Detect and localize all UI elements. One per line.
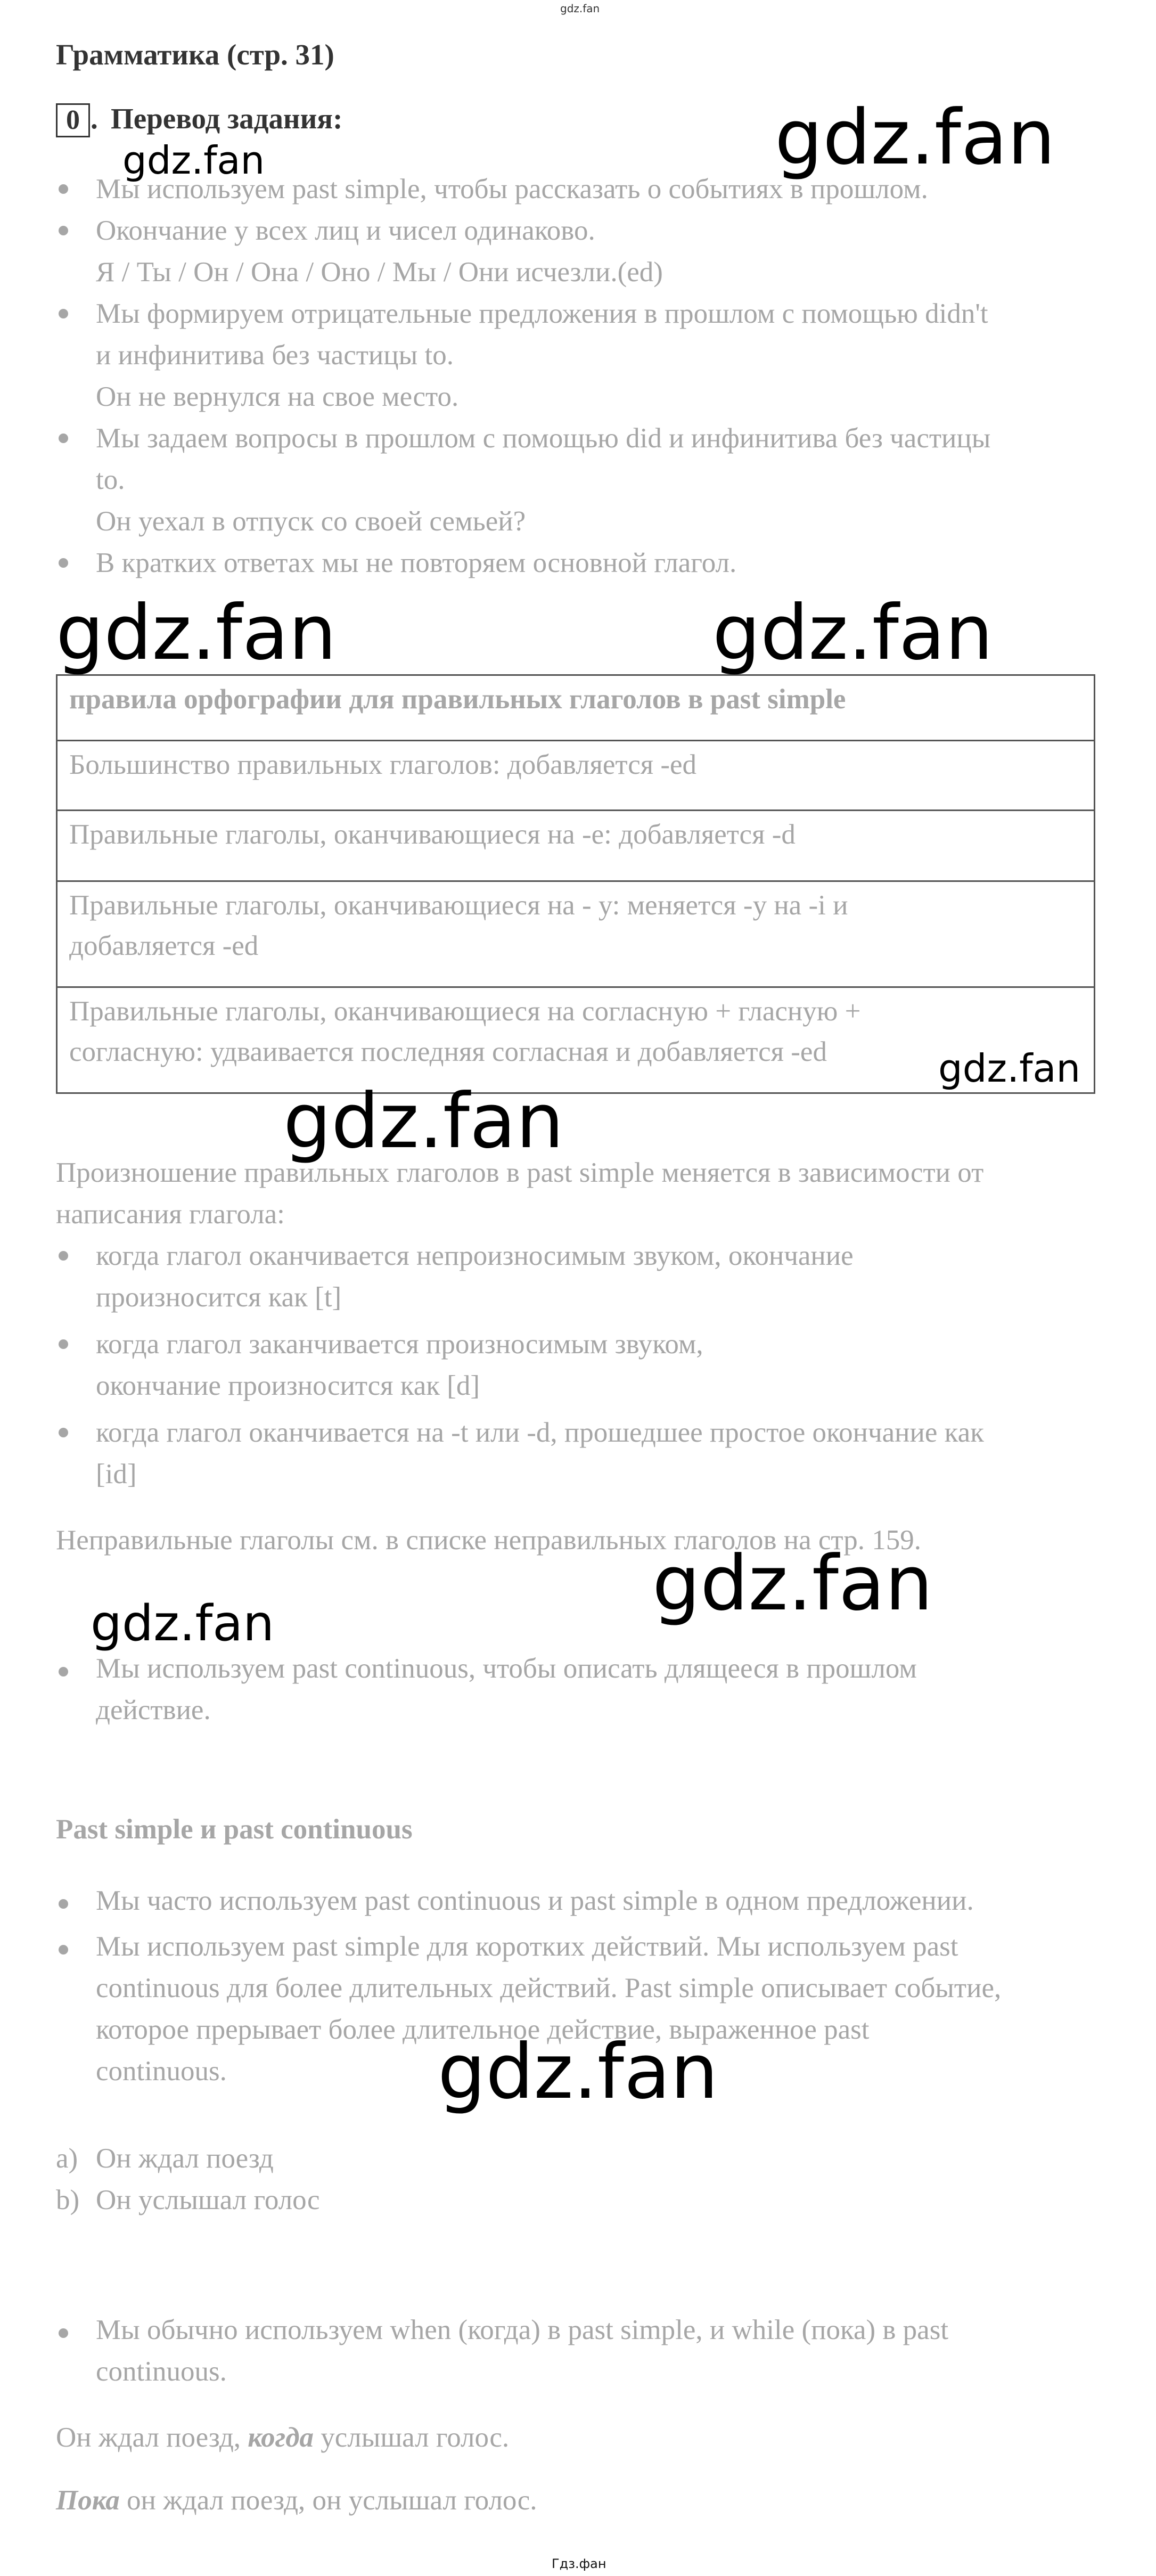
- section-title: Грамматика (стр. 31): [56, 38, 334, 71]
- bullet-dot: [59, 2328, 68, 2338]
- example-b-label: b): [56, 2185, 80, 2215]
- example-when-post: услышал голос.: [321, 2422, 510, 2453]
- pronunciation-t-line1: когда глагол оканчивается непроизносимым звуком, окончание: [96, 1240, 854, 1271]
- watermark: gdz.fan: [438, 2028, 718, 2116]
- watermark: gdz.fan: [775, 94, 1055, 182]
- duration-rule-line3: которое прерывает более длительное действие, выраженное past: [96, 2014, 870, 2045]
- bullet-dot: [59, 1251, 68, 1261]
- bullet-dot: [59, 434, 68, 443]
- duration-rule-line1: Мы используем past simple для коротких действий. Мы используем past: [96, 1931, 958, 1962]
- when-while-rule-line2: continuous.: [96, 2356, 227, 2387]
- exercise-title: Перевод задания:: [111, 102, 343, 135]
- pronunciation-intro-line1: Произношение правильных глаголов в past simple меняется в зависимости от: [56, 1157, 984, 1188]
- example-while-em: Пока: [56, 2485, 120, 2516]
- table-cell-text: Большинство правильных глаголов: добавляется -ed: [69, 749, 697, 780]
- watermark: gdz.fan: [91, 1594, 275, 1652]
- footer-watermark: Гдз.фан: [552, 2556, 606, 2571]
- rule-past-simple-usage: Мы используем past simple, чтобы рассказать о событиях в прошлом.: [96, 174, 928, 205]
- duration-rule-line2: continuous для более длительных действий. Past simple описывает событие,: [96, 1973, 1002, 2003]
- exercise-dot: .: [91, 102, 98, 135]
- bullet-dot: [59, 1899, 68, 1909]
- table-header-row: [57, 675, 1095, 741]
- pronunciation-t-line2: произносится как [t]: [96, 1282, 342, 1313]
- rule-ending-line1: Окончание у всех лиц и чисел одинаково.: [96, 215, 595, 246]
- rule-negative-line2: и инфинитива без частицы to.: [96, 340, 454, 371]
- example-a-text: Он ждал поезд: [96, 2143, 274, 2174]
- example-while-post: он ждал поезд, он услышал голос.: [127, 2485, 537, 2516]
- watermark: gdz.fan: [652, 1540, 933, 1628]
- watermark: gdz.fan: [56, 589, 337, 677]
- continuous-rule-line2: действие.: [96, 1695, 211, 1725]
- irregular-verbs-note: Неправильные глаголы см. в списке неправильных глаголов на стр. 159.: [56, 1525, 921, 1556]
- rule-short-answers: В кратких ответах мы не повторяем основной глагол.: [96, 547, 737, 578]
- spelling-rules-table: [56, 674, 1095, 1094]
- table-header-cell: [57, 675, 1095, 741]
- table-cell: [57, 811, 1095, 881]
- example-when-pre: Он ждал поезд,: [56, 2422, 241, 2453]
- table-cell-text: Правильные глаголы, оканчивающиеся на - у: меняется -у на -i и: [69, 890, 848, 921]
- bullet-dot: [59, 1667, 68, 1677]
- rule-questions-example: Он уехал в отпуск со своей семьей?: [96, 506, 526, 537]
- rule-ending-line2: Я / Ты / Он / Она / Оно / Мы / Они исчезли.(ed): [96, 257, 663, 288]
- rule-negative-line1: Мы формируем отрицательные предложения в прошлом с помощью didn't: [96, 298, 988, 329]
- bullet-dot: [59, 558, 68, 568]
- when-while-rule-line1: Мы обычно используем when (когда) в past simple, и while (пока) в past: [96, 2315, 949, 2345]
- table-cell-text: Правильные глаголы, оканчивающиеся на согласную + гласную +: [69, 996, 861, 1027]
- table-row: [57, 881, 1095, 987]
- bullet-dot: [59, 226, 68, 235]
- pronunciation-id-line2: [id]: [96, 1459, 137, 1490]
- pronunciation-d-line1: когда глагол заканчивается произносимым звуком,: [96, 1329, 703, 1360]
- top-tiny-watermark: gdz.fan: [560, 2, 600, 15]
- bullet-dot: [59, 1428, 68, 1437]
- rule-questions-line1: Мы задаем вопросы в прошлом с помощью did и инфинитива без частицы: [96, 423, 991, 454]
- table-cell-text: добавляется -ed: [69, 930, 259, 961]
- table-cell-text: Правильные глаголы, оканчивающиеся на -e: добавляется -d: [69, 819, 796, 850]
- table-cell-text: согласную: удваивается последняя согласная и добавляется -ed: [69, 1036, 827, 1067]
- pronunciation-id-line1: когда глагол оканчивается на -t или -d, прошедшее простое окончание как: [96, 1417, 984, 1448]
- table-header-text: правила орфографии для правильных глаголов в past simple: [69, 684, 846, 715]
- bullet-dot: [59, 1945, 68, 1955]
- bullet-dot: [59, 184, 68, 194]
- exercise-number: 0: [66, 105, 80, 135]
- example-b-text: Он услышал голос: [96, 2185, 320, 2215]
- table-cell: [57, 741, 1095, 811]
- example-when-sentence: [56, 2417, 509, 2458]
- watermark: gdz.fan: [712, 589, 993, 677]
- bullet-dot: [59, 309, 68, 318]
- table-row: [57, 741, 1095, 811]
- example-while-sentence: [56, 2480, 537, 2521]
- bullet-dot: [59, 1339, 68, 1349]
- watermark: gdz.fan: [122, 138, 265, 183]
- watermark: gdz.fan: [938, 1046, 1081, 1091]
- pronunciation-d-line2: окончание произносится как [d]: [96, 1370, 480, 1401]
- combined-usage-rule: Мы часто используем past continuous и past simple в одном предложении.: [96, 1885, 974, 1916]
- table-row: [57, 811, 1095, 881]
- watermark: gdz.fan: [283, 1077, 564, 1165]
- example-when-em: когда: [248, 2422, 314, 2453]
- duration-rule-line4: continuous.: [96, 2056, 227, 2087]
- rule-negative-example: Он не вернулся на свое место.: [96, 381, 459, 412]
- rule-questions-line2: to.: [96, 464, 125, 495]
- pronunciation-intro-line2: написания глагола:: [56, 1199, 285, 1230]
- table-cell: [57, 881, 1095, 987]
- continuous-rule-line1: Мы используем past continuous, чтобы описать длящееся в прошлом: [96, 1653, 917, 1684]
- example-a-label: a): [56, 2143, 78, 2174]
- exercise-number-box: [56, 103, 90, 137]
- subsection-title: Past simple и past continuous: [56, 1814, 413, 1845]
